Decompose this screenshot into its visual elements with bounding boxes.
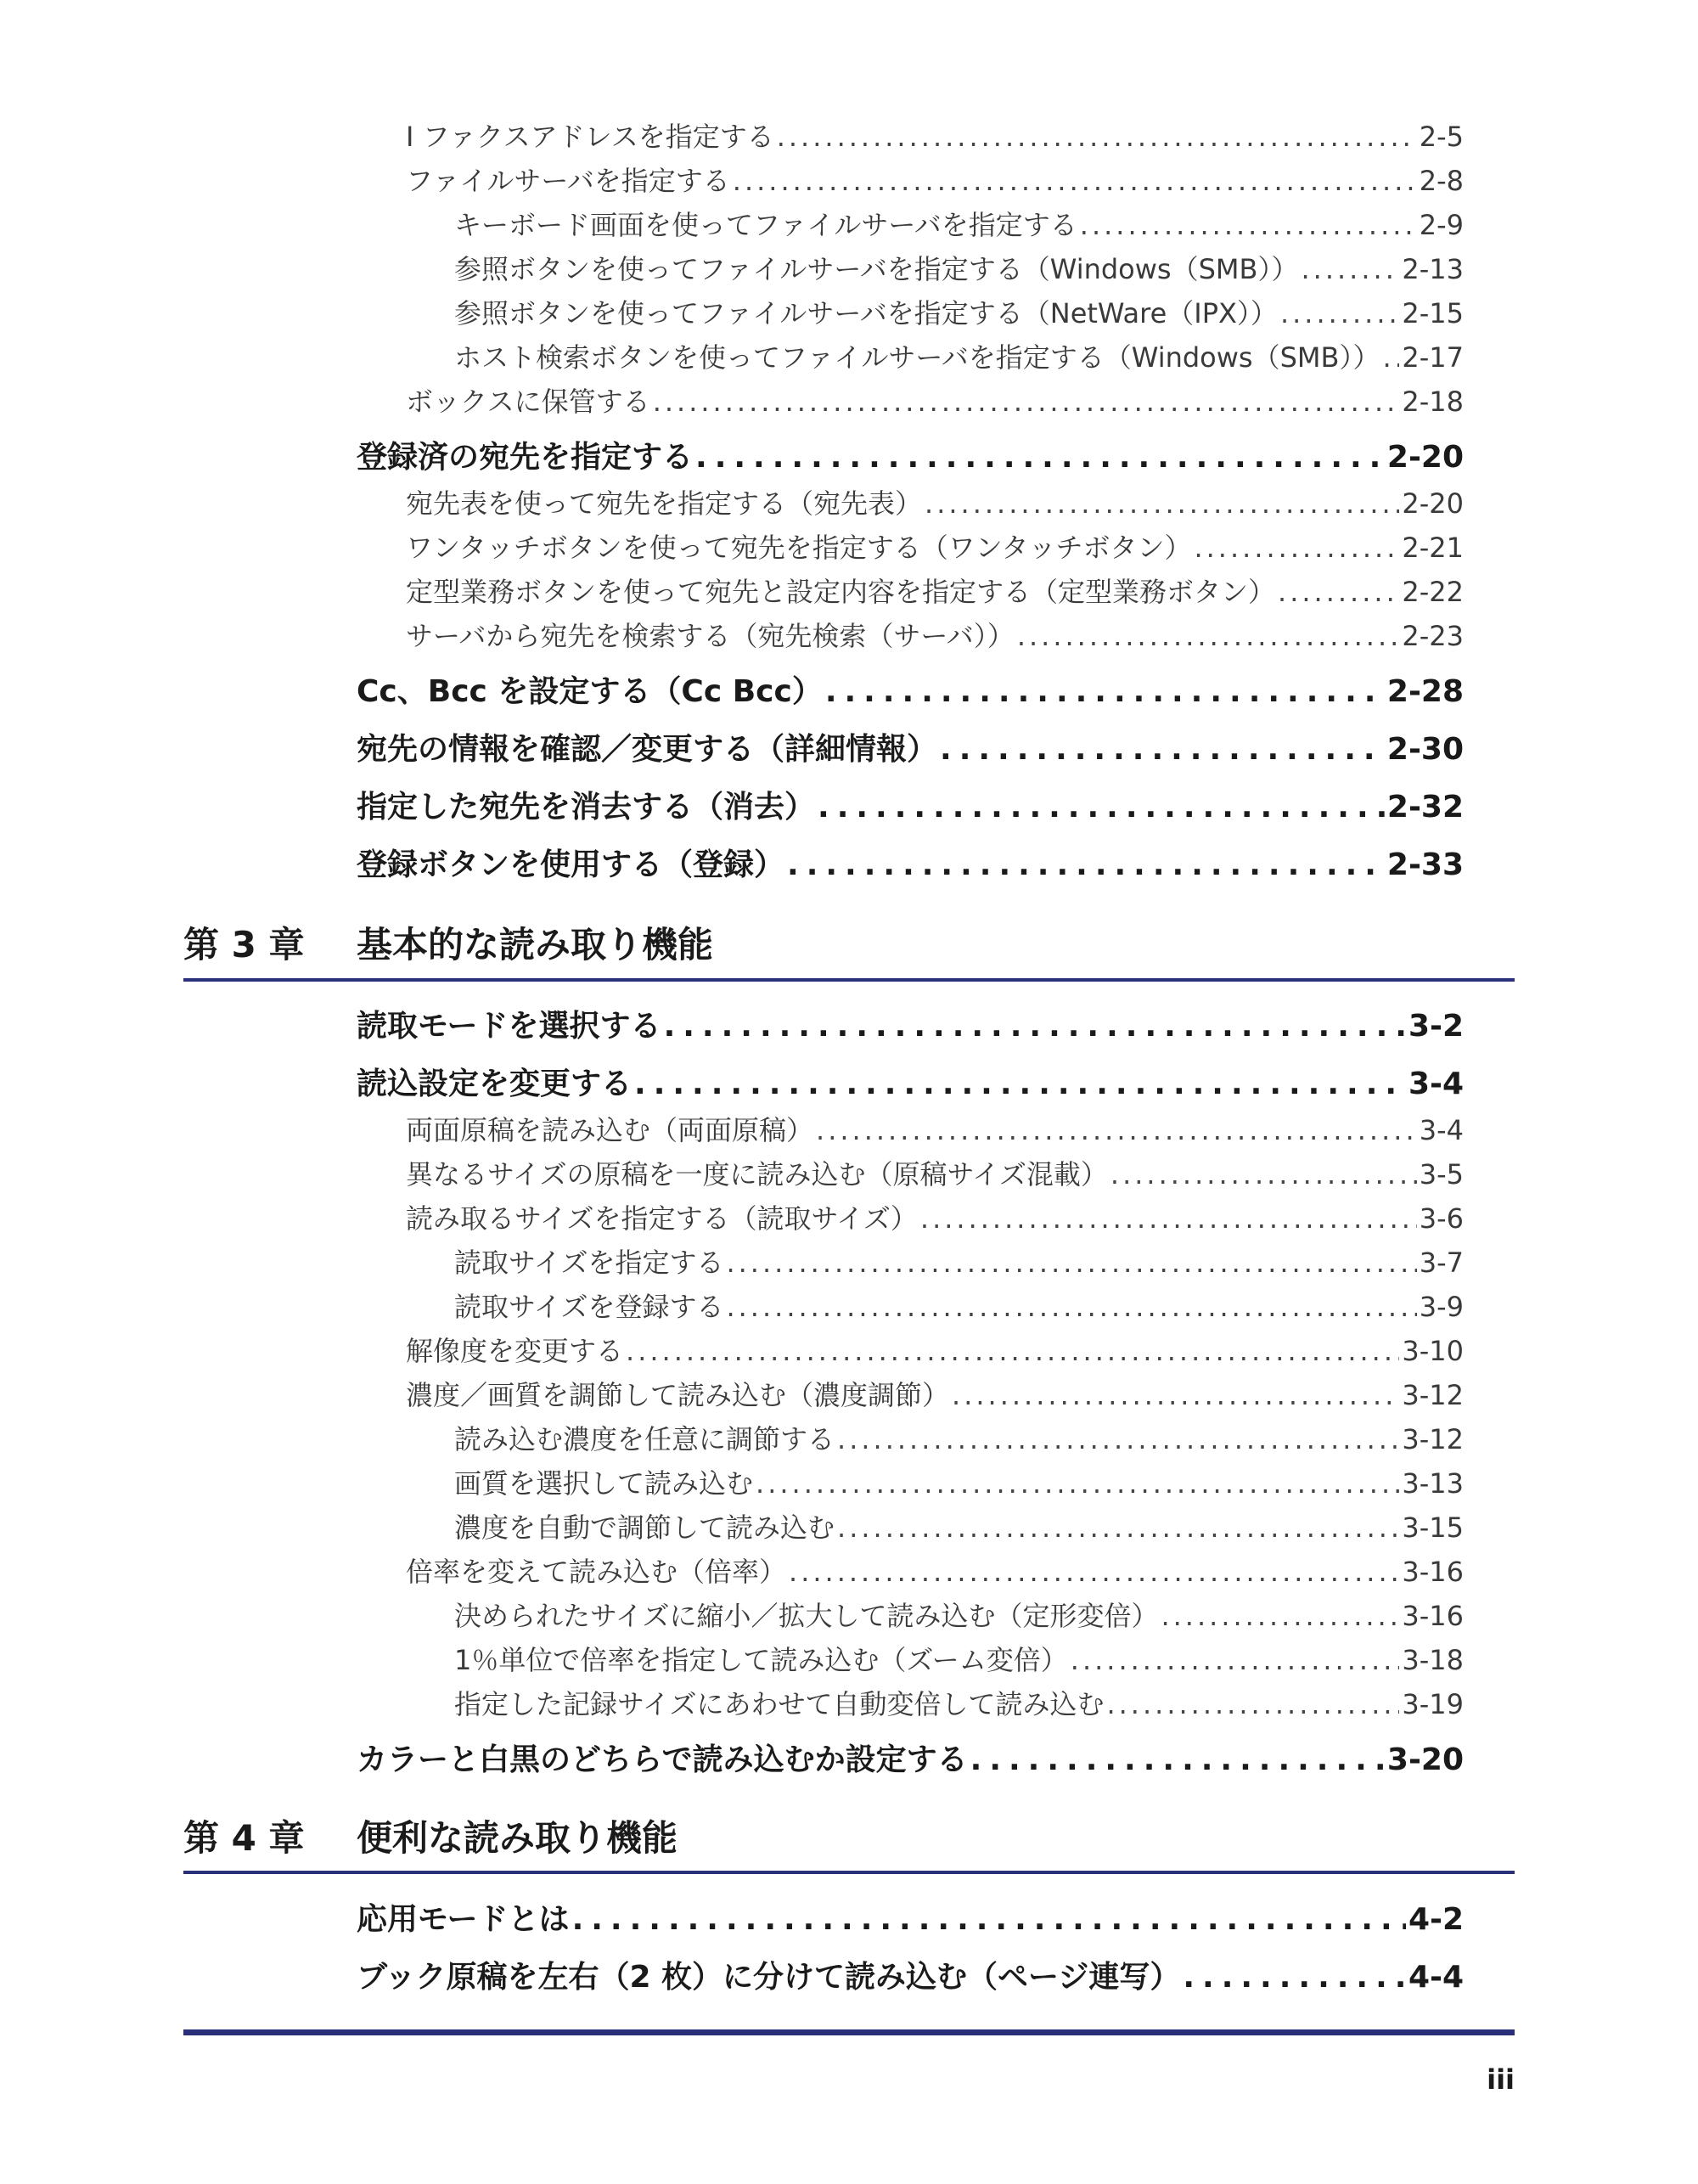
entry-title: 読取サイズを指定する: [454, 1247, 724, 1279]
entry-page: 2-18: [1402, 386, 1464, 418]
section-page: 2-28: [1386, 674, 1464, 709]
entry-title: 宛先表を使って宛先を指定する（宛先表）: [406, 487, 923, 520]
entry-page: 3-9: [1419, 1291, 1464, 1323]
chapter-heading: [183, 917, 713, 968]
entry-title: 倍率を変えて読み込む（倍率）: [406, 1556, 787, 1588]
toc-entry[interactable]: [454, 248, 1464, 287]
section-page: 3-2: [1408, 1009, 1464, 1044]
toc-entry[interactable]: [406, 482, 1464, 521]
toc-entry[interactable]: [454, 1595, 1464, 1634]
leader-dots: [1194, 532, 1399, 564]
leader-dots: [837, 1423, 1399, 1455]
section-page: 2-33: [1386, 847, 1464, 882]
entry-title: 読み取るサイズを指定する（読取サイズ）: [406, 1202, 918, 1235]
entry-title: I ファクスアドレスを指定する: [406, 121, 774, 153]
leader-dots: [653, 386, 1400, 418]
leader-dots: [940, 732, 1385, 767]
toc-section[interactable]: [357, 1953, 1464, 1996]
entry-page: 2-13: [1402, 253, 1464, 285]
entry-page: 2-15: [1402, 297, 1464, 329]
leader-dots: [1280, 297, 1399, 329]
entry-title: ホスト検索ボタンを使ってファイルサーバを指定する（Windows（SMB））: [454, 341, 1380, 374]
section-page: 3-4: [1408, 1067, 1464, 1101]
toc-entry[interactable]: [406, 615, 1464, 654]
entry-title: サーバから宛先を検索する（宛先検索（サーバ））: [406, 620, 1015, 652]
leader-dots: [920, 1202, 1417, 1235]
toc-section[interactable]: [357, 725, 1464, 768]
entry-page: 3-10: [1402, 1335, 1464, 1367]
section-page: 4-4: [1408, 1960, 1464, 1995]
entry-title: 決められたサイズに縮小／拡大して読み込む（定形変倍）: [454, 1600, 1159, 1632]
toc-entry[interactable]: [406, 160, 1464, 199]
entry-title: 読み込む濃度を任意に調節する: [454, 1423, 835, 1455]
chapter-number: 第 3 章: [183, 924, 305, 965]
section-title: 登録済の宛先を指定する: [357, 440, 694, 475]
leader-dots: [726, 1247, 1416, 1279]
leader-dots: [789, 1556, 1399, 1588]
toc-section[interactable]: [357, 667, 1464, 711]
leader-dots: [1110, 1158, 1417, 1191]
leader-dots: [1071, 1644, 1400, 1676]
toc-section[interactable]: [357, 1736, 1464, 1779]
toc-entry[interactable]: [454, 1286, 1464, 1325]
entry-title: ボックスに保管する: [406, 386, 650, 418]
toc-section[interactable]: [357, 1895, 1464, 1939]
leader-dots: [816, 1114, 1417, 1146]
leader-dots: [925, 487, 1399, 520]
entry-title: 1％単位で倍率を指定して読み込む（ズーム変倍）: [454, 1644, 1068, 1676]
leader-dots: [634, 1067, 1406, 1101]
toc-section[interactable]: [357, 783, 1464, 826]
entry-title: 指定した記録サイズにあわせて自動変倍して読み込む: [454, 1688, 1105, 1720]
leader-dots: [664, 1009, 1406, 1044]
entry-page: 2-20: [1402, 487, 1464, 520]
toc-entry[interactable]: [454, 1639, 1464, 1678]
toc-entry[interactable]: [406, 1197, 1464, 1236]
entry-page: 3-7: [1419, 1247, 1464, 1279]
leader-dots: [970, 1742, 1385, 1777]
section-page: 2-20: [1386, 440, 1464, 475]
entry-page: 3-12: [1402, 1379, 1464, 1411]
entry-page: 2-17: [1402, 341, 1464, 374]
leader-dots: [952, 1379, 1399, 1411]
entry-page: 2-8: [1419, 165, 1464, 197]
toc-entry[interactable]: [406, 1153, 1464, 1192]
toc-section[interactable]: [357, 1002, 1464, 1045]
section-title: カラーと白黒のどちらで読み込むか設定する: [357, 1742, 968, 1777]
entry-title: 解像度を変更する: [406, 1335, 624, 1367]
section-title: ブック原稿を左右（2 枚）に分けて読み込む（ページ連写）: [357, 1960, 1181, 1995]
section-page: 2-32: [1386, 790, 1464, 825]
entry-page: 3-6: [1419, 1202, 1464, 1235]
leader-dots: [825, 674, 1385, 709]
leader-dots: [733, 165, 1417, 197]
section-page: 3-20: [1386, 1742, 1464, 1777]
entry-page: 3-16: [1402, 1600, 1464, 1632]
toc-section[interactable]: [357, 433, 1464, 476]
section-title: 指定した宛先を消去する（消去）: [357, 790, 816, 825]
chapter-title: 基本的な読み取り機能: [357, 924, 714, 965]
toc-entry[interactable]: [454, 1683, 1464, 1722]
leader-dots: [787, 847, 1385, 882]
leader-dots: [1017, 620, 1400, 652]
chapter-number: 第 4 章: [183, 1817, 305, 1859]
entry-page: 2-23: [1402, 620, 1464, 652]
toc-section[interactable]: [357, 841, 1464, 884]
entry-title: 定型業務ボタンを使って宛先と設定内容を指定する（定型業務ボタン）: [406, 576, 1276, 608]
toc-entry[interactable]: [454, 1462, 1464, 1501]
section-page: 4-2: [1408, 1902, 1464, 1937]
leader-dots: [572, 1902, 1406, 1937]
toc-entry[interactable]: [406, 1330, 1464, 1369]
toc-entry[interactable]: [454, 292, 1464, 331]
chapter-rule: [183, 978, 1515, 982]
entry-title: 参照ボタンを使ってファイルサーバを指定する（Windows（SMB））: [454, 253, 1299, 285]
toc-entry[interactable]: [406, 1551, 1464, 1590]
toc-entry[interactable]: [406, 115, 1464, 155]
chapter-heading: [183, 1810, 678, 1861]
entry-page: 3-16: [1402, 1556, 1464, 1588]
entry-title: 濃度／画質を調節して読み込む（濃度調節）: [406, 1379, 950, 1411]
toc-entry[interactable]: [406, 1109, 1464, 1148]
page-number: iii: [1487, 2063, 1515, 2096]
entry-title: 両面原稿を読み込む（両面原稿）: [406, 1114, 814, 1146]
chapter-title: 便利な読み取り機能: [357, 1817, 678, 1859]
toc-entry[interactable]: [406, 1374, 1464, 1413]
section-title: 登録ボタンを使用する（登録）: [357, 847, 785, 882]
entry-page: 3-15: [1402, 1511, 1464, 1544]
leader-dots: [726, 1291, 1416, 1323]
leader-dots: [626, 1335, 1399, 1367]
leader-dots: [1080, 209, 1417, 241]
entry-title: キーボード画面を使ってファイルサーバを指定する: [454, 209, 1077, 241]
leader-dots: [837, 1511, 1399, 1544]
entry-page: 3-13: [1402, 1467, 1464, 1500]
entry-page: 3-19: [1402, 1688, 1464, 1720]
entry-page: 2-9: [1419, 209, 1464, 241]
footer-rule: [183, 2029, 1515, 2035]
toc-entry[interactable]: [406, 526, 1464, 566]
entry-page: 3-18: [1402, 1644, 1464, 1676]
section-title: 読取モードを選択する: [357, 1009, 661, 1044]
toc-entry[interactable]: [454, 1506, 1464, 1545]
entry-title: 読取サイズを登録する: [454, 1291, 724, 1323]
section-title: Cc、Bcc を設定する（Cc Bcc）: [357, 674, 823, 709]
section-title: 読込設定を変更する: [357, 1067, 633, 1101]
entry-title: 参照ボタンを使ってファイルサーバを指定する（NetWare（IPX））: [454, 297, 1278, 329]
entry-title: 画質を選択して読み込む: [454, 1467, 754, 1500]
leader-dots: [1278, 576, 1399, 608]
entry-page: 2-21: [1402, 532, 1464, 564]
toc-entry[interactable]: [454, 336, 1464, 375]
chapter-rule: [183, 1871, 1515, 1874]
toc-entry[interactable]: [454, 1241, 1464, 1281]
entry-page: 2-5: [1419, 121, 1464, 153]
leader-dots: [1106, 1688, 1399, 1720]
toc-entry[interactable]: [454, 1418, 1464, 1457]
entry-page: 2-22: [1402, 576, 1464, 608]
entry-page: 3-12: [1402, 1423, 1464, 1455]
leader-dots: [1161, 1600, 1399, 1632]
section-title: 宛先の情報を確認／変更する（詳細情報）: [357, 732, 938, 767]
toc-entry[interactable]: [406, 380, 1464, 419]
entry-title: ファイルサーバを指定する: [406, 165, 730, 197]
entry-title: 異なるサイズの原稿を一度に読み込む（原稿サイズ混載）: [406, 1158, 1108, 1191]
entry-title: ワンタッチボタンを使って宛先を指定する（ワンタッチボタン）: [406, 532, 1192, 564]
leader-dots: [1183, 1960, 1406, 1995]
leader-dots: [1301, 253, 1399, 285]
section-title: 応用モードとは: [357, 1902, 570, 1937]
leader-dots: [695, 440, 1385, 475]
toc-entry[interactable]: [406, 571, 1464, 610]
section-page: 2-30: [1386, 732, 1464, 767]
toc-entry[interactable]: [454, 204, 1464, 243]
leader-dots: [1382, 341, 1399, 374]
entry-title: 濃度を自動で調節して読み込む: [454, 1511, 835, 1544]
entry-page: 3-5: [1419, 1158, 1464, 1191]
leader-dots: [756, 1467, 1399, 1500]
toc-section[interactable]: [357, 1060, 1464, 1103]
leader-dots: [777, 121, 1417, 153]
entry-page: 3-4: [1419, 1114, 1464, 1146]
leader-dots: [818, 790, 1385, 825]
